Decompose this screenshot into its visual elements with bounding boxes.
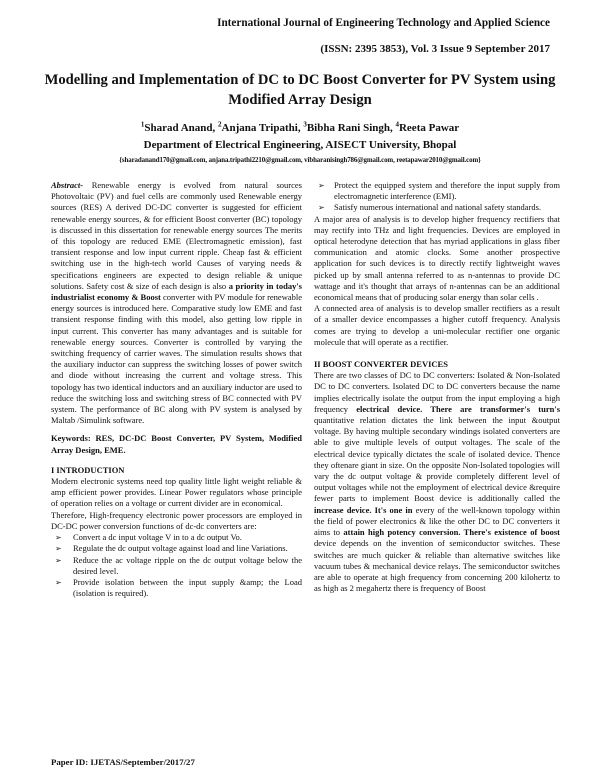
list-item: ➢ Provide isolation between the input supply &amp; the Load (isolation is required).: [51, 577, 302, 599]
issn-line: (ISSN: 2395 3853), Vol. 3 Issue 9 September 2017: [320, 43, 550, 55]
paper-title: Modelling and Implementation of DC to DC Boost Converter for PV System using Modified Array Design: [44, 72, 556, 108]
author-emails: {sharadanand170@gmail.com, anjana.tripathi2210@gmail.com, vibharanisingh786@gmail.com, reetapawar2010@gmail.com}: [119, 157, 481, 164]
list-item: ➢ Satisfy numerous international and national safety standards.: [314, 202, 560, 213]
converter-functions-list-cont: [314, 180, 560, 214]
left-column: [51, 180, 302, 599]
list-item: ➢ Reduce the ac voltage ripple on the dc output voltage below the desired level.: [51, 555, 302, 577]
paper-id-footer: Paper ID: IJETAS/September/2017/27: [51, 757, 195, 767]
author-2: $^2$Anjana Tripathi,: [218, 120, 304, 134]
intro-paragraph: Modern electronic systems need top quality little light weight reliable & amp efficient power provides. Linear Power regulators whose principle of operation relies on a voltage or current divider are in economical.: [51, 476, 302, 509]
section-2-paragraph: There are two classes of DC to DC converters: Isolated & Non-Isolated DC to DC converters. Isolated DC to DC converters because the name implies electrically isolate the output from the input employing a high frequency electrical device. There are transformer's turn's quantitative relation dictates the link between the input &output voltage. By having multiple secondary windings isolated converters are able to give multiple levels of output voltages. The scale of the electrical device typically dictates the scale of isolated device. Thence they oftenare giant in size. On the opposite Non-Isolated topologies will vary the dc output voltage & provide completely different level of output voltages while not the employment of electrical device &require fewer parts to implement Boost device is additionally called the increase device. It's one in every of the well-known topology within the field of power electronics & like the other DC to DC converters it aims to attain high potency conversion. There's existence of boost device depends on the invention of semiconductor switches. These switches are much quicker & reliable than alternative switches like vacuum tubes & mechanical device relays. The semiconductor switches are able to operate at high frequency from concerning 200 kilohertz to as high as 2 megahertz there is frequency of Boost: [314, 370, 561, 594]
list-item: ➢ Convert a dc input voltage V in to a dc output Vo.: [51, 532, 302, 543]
abstract: Abstract- Renewable energy is evolved from natural sources Photovoltaic (PV) and fuel cells are commonly used Renewable energy sources (RES) A derived DC-DC converter is suggested for efficient renewable energy sources, & for efficient Boost converter (BC) topology is discussed in this dissertation for renewable energy sources The merits of this topology are reduced EME (Electromagnetic emission), fast transient response and low input current ripple. Cheap fast & efficient switching use in the high-tech world Causes of varying needs & specifications engineers are expected to design reliable & unique solutions. Safety cost & size of each design is also a priority in today's industrialist economy & Boost converter with PV module for renewable energy sources is introduced here. Comparative study low EME and fast transient response finding with this model, also getting low ripple in input current. This converter has many advantages and is suitable for renewable energy sources. Converter is controlled by varying the switching frequency of carrier waves. The simulation results shows that the auxiliary inductor can suppress the switching losses of power switch and diode without increasing the current and voltage stress. This topology has two identical inductors and an auxiliary inductor are used to reduce the switching loss and switching stress of BC connected with PV system. The performance of BC along with PV system is analysed by Maltab /Simulink software.: [51, 180, 303, 426]
author-4: $^4$Reeta Pawar: [395, 120, 460, 134]
section-2-heading: II BOOST CONVERTER DEVICES: [314, 359, 448, 370]
right-column: [314, 180, 560, 594]
converter-functions-list: [51, 532, 302, 599]
author-list: [40, 120, 560, 134]
journal-name: International Journal of Engineering Technology and Applied Science: [217, 17, 550, 29]
list-item: ➢ Regulate the dc output voltage against load and line Variations.: [51, 543, 302, 554]
intro-paragraph: Therefore, High-frequency electronic power processors are employed in DC-DC power conversion functions of dc-dc converters are:: [51, 509, 302, 531]
keywords: Keywords: RES, DC-DC Boost Converter, PV System, Modified Array Design, EME.: [51, 433, 302, 455]
body-paragraph: A connected area of analysis is to develop smaller rectifiers as a result of a smaller device encompasses a higher cutoff frequency. Analysis comes are trying to develop a uni-molecular rectifier one organic molecule that will operate as a rectifier.: [314, 303, 560, 347]
intro-heading: I INTRODUCTION: [51, 464, 125, 475]
affiliation: Department of Electrical Engineering, AISECT University, Bhopal: [143, 139, 457, 151]
author-3: $^3$Bibha Rani Singh,: [303, 120, 396, 134]
body-paragraph: A major area of analysis is to develop higher frequency rectifiers that may rectify into THz and light frequencies. Devices are employed in optical heterodyne detection that has myriad applications in glass fiber communication and atomic clocks. Some another prospective application for such devices is to directly rectify lightweight waves picked up by small antenna referred to as n-antennas to provide DC wattage and it's thought that arrays of n-antennas can be an additional economical means that of producing solar energy than solar cells .: [314, 213, 560, 303]
author-1: $^1$Sharad Anand,: [140, 120, 219, 134]
list-item: ➢ Protect the equipped system and therefore the input supply from electromagnetic interference (EMI).: [314, 180, 560, 202]
